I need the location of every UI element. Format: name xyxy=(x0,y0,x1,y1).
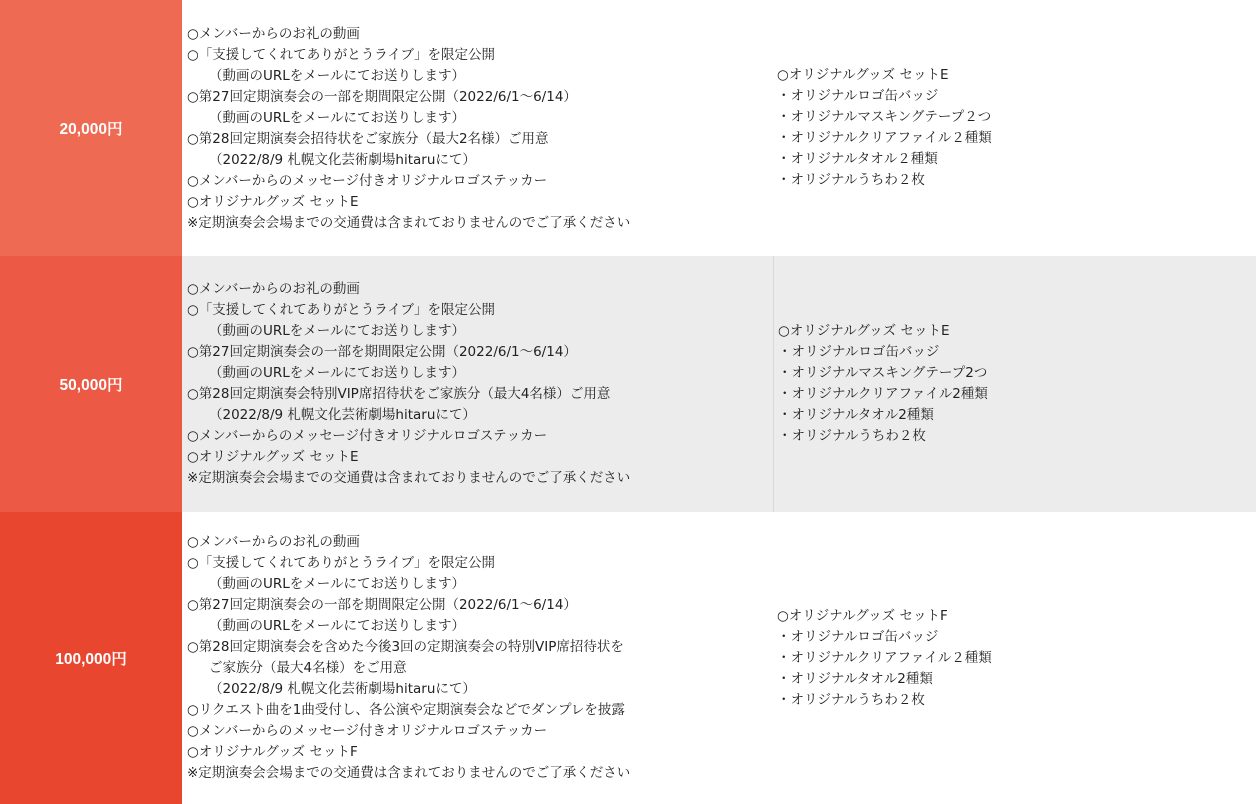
benefits-list xyxy=(182,512,773,804)
benefit-line: ○メンバーからのお礼の動画 xyxy=(187,26,360,42)
goods-item: ・オリジナルうちわ２枚 xyxy=(777,172,925,188)
goods-list xyxy=(773,256,1256,512)
goods-item: ・オリジナルロゴ缶バッジ xyxy=(777,88,939,104)
tier-row-50000 xyxy=(0,256,1256,512)
tier-row-20000 xyxy=(0,0,1256,256)
benefit-line: ○オリジナルグッズ セットE xyxy=(187,194,359,210)
price-cell: 50,000円 xyxy=(0,256,182,512)
goods-item: ・オリジナルマスキングテープ２つ xyxy=(777,109,992,125)
benefit-line: ○メンバーからのメッセージ付きオリジナルロゴステッカー xyxy=(187,723,548,739)
goods-item: ・オリジナルロゴ缶バッジ xyxy=(777,628,939,645)
benefit-line: ○第27回定期演奏会の一部を期間限定公開（2022/6/1～6/14） xyxy=(187,89,577,105)
benefit-line: ○オリジナルグッズ セットE xyxy=(187,449,359,465)
goods-item: ・オリジナルタオル2種類 xyxy=(777,670,933,687)
benefit-line: ○第27回定期演奏会の一部を期間限定公開（2022/6/1～6/14） xyxy=(187,597,577,613)
benefit-line: （動画のURLをメールにてお送りします） xyxy=(209,110,466,126)
goods-item: ・オリジナルクリアファイル２種類 xyxy=(777,649,992,666)
benefit-line: ※定期演奏会会場までの交通費は含まれておりませんのでご了承ください xyxy=(187,215,631,231)
benefit-line: （動画のURLをメールにてお送りします） xyxy=(209,323,466,339)
goods-item: ・オリジナルクリアファイル2種類 xyxy=(778,386,988,402)
benefit-line: ○第28回定期演奏会招待状をご家族分（最大2名様）ご用意 xyxy=(187,131,549,147)
goods-set-title: ○オリジナルグッズ セットE xyxy=(778,323,950,339)
benefit-line: ○メンバーからのお礼の動画 xyxy=(187,534,360,550)
benefit-line: （動画のURLをメールにてお送りします） xyxy=(209,576,466,592)
goods-list xyxy=(773,0,1256,256)
benefits-list xyxy=(182,0,773,256)
price-cell: 100,000円 xyxy=(0,512,182,804)
goods-item: ・オリジナルうちわ２枚 xyxy=(777,691,925,708)
goods-item: ・オリジナルタオル２種類 xyxy=(777,151,938,167)
benefit-line: ご家族分（最大4名様）をご用意 xyxy=(209,660,407,676)
goods-item: ・オリジナルクリアファイル２種類 xyxy=(777,130,992,146)
benefit-line: ○「支援してくれてありがとうライブ」を限定公開 xyxy=(187,555,495,571)
benefit-line: （動画のURLをメールにてお送りします） xyxy=(209,365,466,381)
benefit-line: ○メンバーからのメッセージ付きオリジナルロゴステッカー xyxy=(187,428,548,444)
goods-item: ・オリジナルマスキングテープ2つ xyxy=(778,365,988,381)
benefit-line: ※定期演奏会会場までの交通費は含まれておりませんのでご了承ください xyxy=(187,765,631,781)
benefit-line: （2022/8/9 札幌文化芸術劇場hitaruにて） xyxy=(209,407,476,423)
benefit-line: ○リクエスト曲を1曲受付し、各公演や定期演奏会などでダンプレを披露 xyxy=(187,702,625,718)
benefit-line: ○「支援してくれてありがとうライブ」を限定公開 xyxy=(187,47,495,63)
goods-item: ・オリジナルタオル2種類 xyxy=(778,407,934,423)
benefit-line: （2022/8/9 札幌文化芸術劇場hitaruにて） xyxy=(209,681,476,697)
benefit-line: ○メンバーからのお礼の動画 xyxy=(187,281,360,297)
tier-row-100000 xyxy=(0,512,1256,804)
price-cell: 20,000円 xyxy=(0,0,182,256)
benefits-list xyxy=(182,256,773,512)
goods-set-title: ○オリジナルグッズ セットF xyxy=(777,607,948,624)
benefit-line: ※定期演奏会会場までの交通費は含まれておりませんのでご了承ください xyxy=(187,470,631,486)
benefit-line: ○第27回定期演奏会の一部を期間限定公開（2022/6/1～6/14） xyxy=(187,344,577,360)
benefit-line: ○「支援してくれてありがとうライブ」を限定公開 xyxy=(187,302,495,318)
benefit-line: ○メンバーからのメッセージ付きオリジナルロゴステッカー xyxy=(187,173,548,189)
goods-item: ・オリジナルうちわ２枚 xyxy=(778,428,926,444)
benefit-line: ○オリジナルグッズ セットF xyxy=(187,744,358,760)
benefit-line: （動画のURLをメールにてお送りします） xyxy=(209,68,466,84)
benefit-line: （動画のURLをメールにてお送りします） xyxy=(209,618,466,634)
goods-set-title: ○オリジナルグッズ セットE xyxy=(777,67,949,83)
benefit-line: ○第28回定期演奏会特別VIP席招待状をご家族分（最大4名様）ご用意 xyxy=(187,386,611,402)
goods-list xyxy=(773,512,1256,804)
benefit-line: ○第28回定期演奏会を含めた今後3回の定期演奏会の特別VIP席招待状を xyxy=(187,639,624,655)
benefit-line: （2022/8/9 札幌文化芸術劇場hitaruにて） xyxy=(209,152,476,168)
goods-item: ・オリジナルロゴ缶バッジ xyxy=(778,344,940,360)
